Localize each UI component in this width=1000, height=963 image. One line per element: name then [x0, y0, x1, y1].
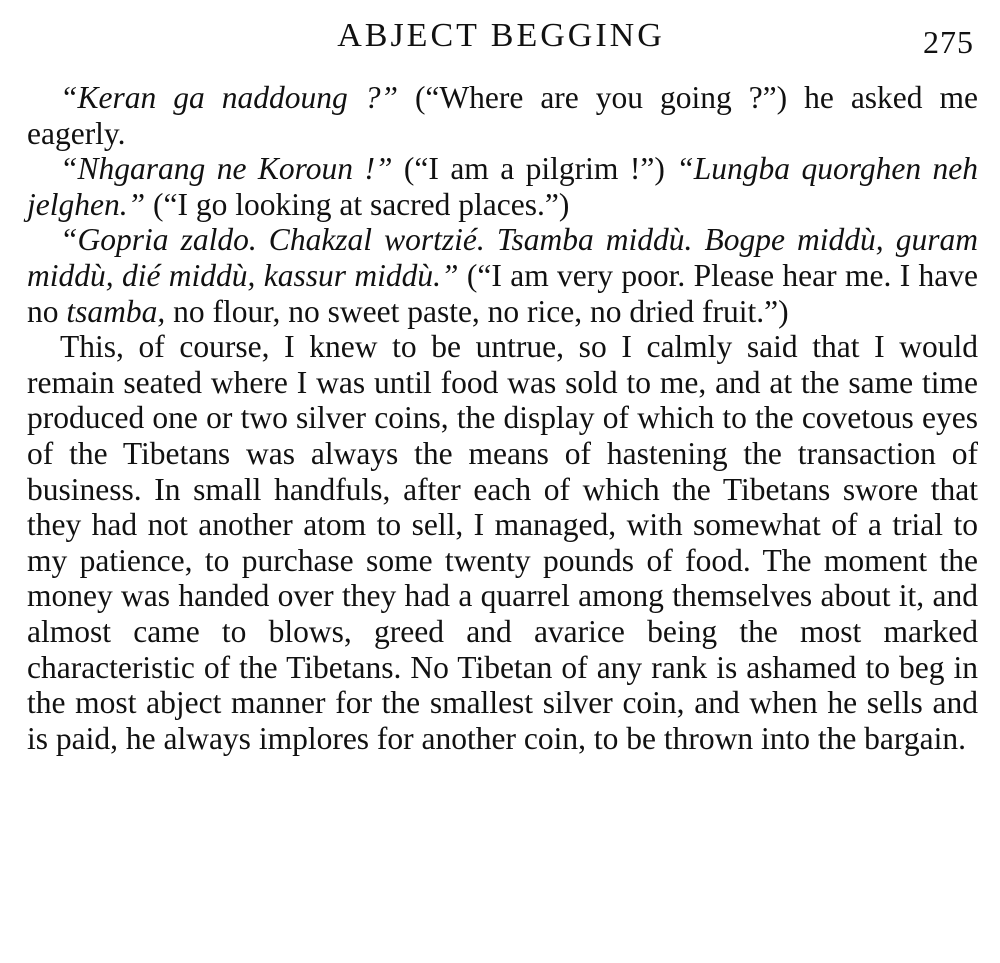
- tibetan-phrase: “Nhgarang ne Koroun !”: [60, 151, 393, 187]
- tibetan-phrase: “Keran ga naddoung ?”: [60, 80, 398, 115]
- page-header: [26, 14, 976, 58]
- narrative-text: This, of course, I knew to be untrue, so I calmly said that I would remain seated where I was until food was sold to me, and at the same time produced one or two silver coins, the display of which to the covetous eyes of the Tibetans was always the means of hastening the transaction of business. In small handfuls, after each of which the Tibetans swore that they had not another atom to sell, I managed, with somewhat of a trial to my patience, to purchase some twenty pounds of food. The moment the money was handed over they had a quarrel among themselves about it, and almost came to blows, greed and avarice being the most marked characteristic of the Tibetans. No Tibetan of any rank is ashamed to beg in the most abject manner for the smallest silver coin, and when he sells and is paid, he always implores for another coin, to be thrown into the bargain.: [27, 329, 978, 756]
- english-translation: (“Where are you going ?”) he asked me eagerly.: [27, 80, 978, 151]
- paragraph: [27, 222, 978, 329]
- english-translation: no flour, no sweet paste, no rice, no dried fruit.”): [165, 293, 789, 329]
- tibetan-phrase: “Lungba quorghen neh jelghen.”: [27, 151, 978, 222]
- paragraph: [27, 80, 978, 151]
- english-translation: (“I am a pilgrim !”): [392, 151, 677, 187]
- english-translation: (“I go looking at sacred places.”): [145, 186, 570, 222]
- page-number: 275: [923, 24, 974, 60]
- tibetan-phrase: “Gopria zaldo. Chakzal wortzié. Tsamba middù. Bogpe middù, guram middù, dié middù, kassur middù.”: [27, 222, 978, 293]
- italic-word: tsamba,: [66, 293, 166, 329]
- body-text: [27, 80, 978, 756]
- running-head: ABJECT BEGGING: [337, 17, 665, 54]
- paragraph: [27, 151, 978, 222]
- paragraph: [27, 329, 978, 756]
- english-translation: (“I am very poor. Please hear me. I have no: [27, 257, 978, 329]
